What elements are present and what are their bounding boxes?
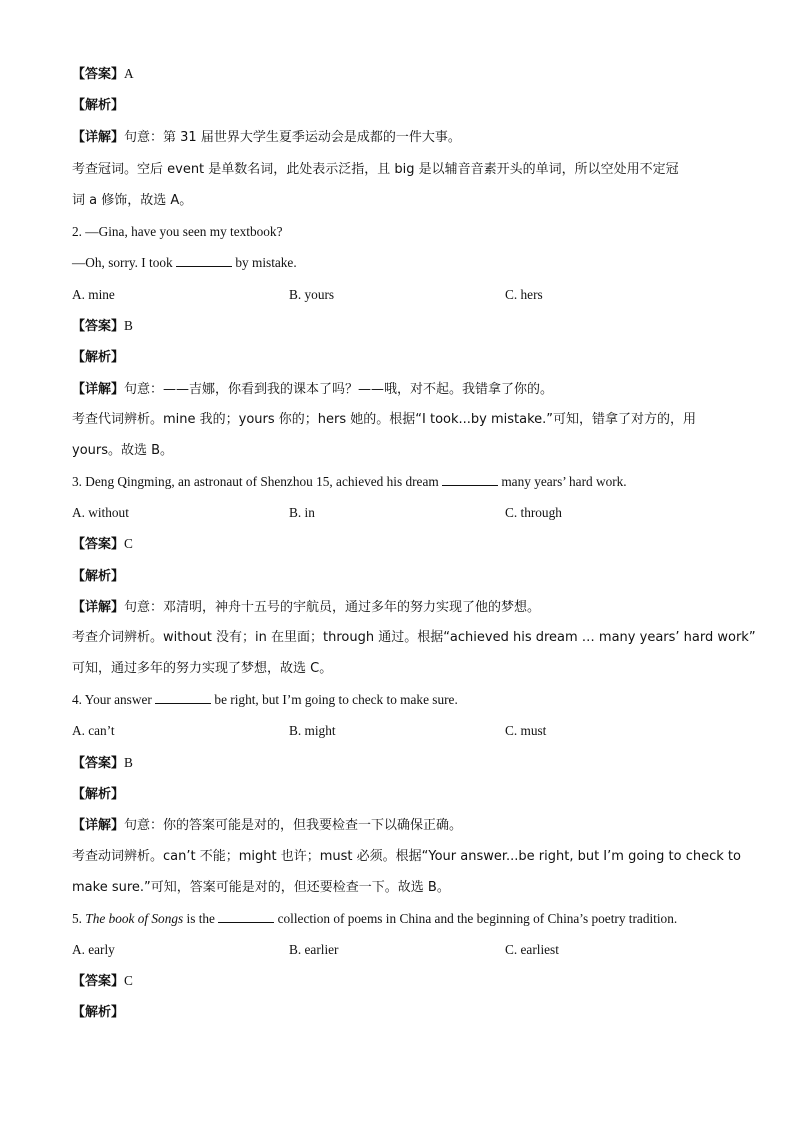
q2-answer-line (72, 316, 133, 337)
q4-detail-3: make sure.”可知，答案可能是对的，但还要检查一下。故选 B。 (72, 880, 450, 895)
q4-stem (72, 690, 458, 710)
q2-option-b: B. yours (289, 287, 335, 302)
q4-detail-2: 考查动词辨析。can’t 不能；might 也许；must 必须。根据“Your answer...be right, but I’m going to check to (72, 849, 741, 864)
q2-option-a: A. mine (72, 287, 115, 302)
answer-tag: 【答案】 (72, 756, 125, 771)
q3-detail-1: 句意：邓清明，神舟十五号的宇航员，通过多年的努力实现了他的梦想。 (124, 600, 541, 615)
q5-book-title: The book of Songs (85, 911, 184, 926)
q5-option-b: B. earlier (289, 942, 339, 957)
q2-stem-2b: by mistake. (232, 255, 297, 270)
q4-stem-a: 4. Your answer (72, 692, 156, 707)
q4-options (72, 721, 722, 741)
q4-detail-line (72, 815, 462, 836)
answer-tag: 【答案】 (72, 67, 125, 82)
q3-option-c: C. through (505, 505, 562, 520)
analysis-tag: 【解析】 (72, 787, 125, 802)
answer-tag: 【答案】 (72, 537, 125, 552)
q5-stem-a: is the (183, 911, 219, 926)
q5-analysis-line (72, 1002, 124, 1023)
q4-option-a: A. can’t (72, 723, 115, 738)
q4-stem-b: be right, but I’m going to check to make sure. (211, 692, 458, 707)
q1-answer-line (72, 64, 134, 85)
answer-tag: 【答案】 (72, 319, 125, 334)
analysis-tag: 【解析】 (72, 350, 125, 365)
q4-analysis-line (72, 784, 124, 805)
q2-options (72, 285, 722, 305)
detail-tag: 【详解】 (72, 130, 125, 145)
q1-detail-2: 考查冠词。空后 event 是单数名词，此处表示泛指，且 big 是以辅音音素开头的单词，所以空处用不定冠 (72, 162, 679, 177)
q3-stem-a: 3. Deng Qingming, an astronaut of Shenzhou 15, achieved his dream (72, 474, 443, 489)
q4-option-b: B. might (289, 723, 336, 738)
q5-blank (218, 910, 274, 923)
detail-tag: 【详解】 (72, 600, 125, 615)
q1-detail-line (72, 127, 461, 148)
q5-answer-line (72, 971, 133, 992)
q4-detail-1: 句意：你的答案可能是对的，但我要检查一下以确保正确。 (124, 818, 463, 833)
q2-analysis-line (72, 347, 124, 368)
detail-tag: 【详解】 (72, 818, 125, 833)
detail-tag: 【详解】 (72, 382, 125, 397)
q3-option-b: B. in (289, 505, 315, 520)
q3-answer: C (124, 536, 133, 551)
analysis-tag: 【解析】 (72, 1005, 125, 1020)
q1-detail-3: 词 a 修饰，故选 A。 (72, 193, 193, 208)
q5-options (72, 940, 722, 960)
q5-answer: C (124, 973, 133, 988)
q1-analysis-line (72, 95, 124, 116)
q2-blank (176, 254, 232, 267)
q3-detail-line (72, 597, 540, 618)
q4-blank (155, 691, 211, 704)
q3-options (72, 503, 722, 523)
q3-answer-line (72, 534, 133, 555)
q3-detail-3: 可知，通过多年的努力实现了梦想，故选 C。 (72, 661, 333, 676)
q2-option-c: C. hers (505, 287, 543, 302)
q2-answer: B (124, 318, 133, 333)
answer-tag: 【答案】 (72, 974, 125, 989)
q4-answer: B (124, 755, 133, 770)
q2-stem-1: 2. —Gina, have you seen my textbook? (72, 224, 283, 239)
q2-stem-2 (72, 253, 297, 273)
q1-detail-1: 句意：第 31 届世界大学生夏季运动会是成都的一件大事。 (124, 130, 461, 145)
q3-blank (442, 473, 498, 486)
q3-analysis-line (72, 566, 124, 587)
q2-stem-2a: —Oh, sorry. I took (72, 255, 177, 270)
q5-option-c: C. earliest (505, 942, 559, 957)
q3-option-a: A. without (72, 505, 129, 520)
q2-detail-3: yours。故选 B。 (72, 443, 174, 458)
q3-stem-b: many years’ hard work. (498, 474, 627, 489)
q3-detail-2: 考查介词辨析。without 没有；in 在里面；through 通过。根据“achieved his dream … many years’ hard work” (72, 630, 756, 645)
q5-number: 5. (72, 911, 86, 926)
q2-detail-line (72, 379, 553, 400)
q5-stem-b: collection of poems in China and the beginning of China’s poetry tradition. (274, 911, 678, 926)
q3-stem (72, 472, 627, 492)
q2-detail-1: 句意：——吉娜，你看到我的课本了吗？——哦，对不起。我错拿了你的。 (124, 382, 554, 397)
analysis-tag: 【解析】 (72, 98, 125, 113)
q2-detail-2: 考查代词辨析。mine 我的；yours 你的；hers 她的。根据“I took...by mistake.”可知，错拿了对方的，用 (72, 412, 697, 427)
q5-stem (72, 909, 677, 929)
q4-option-c: C. must (505, 723, 547, 738)
analysis-tag: 【解析】 (72, 569, 125, 584)
q5-option-a: A. early (72, 942, 115, 957)
q1-answer: A (124, 66, 134, 81)
q4-answer-line (72, 753, 133, 774)
